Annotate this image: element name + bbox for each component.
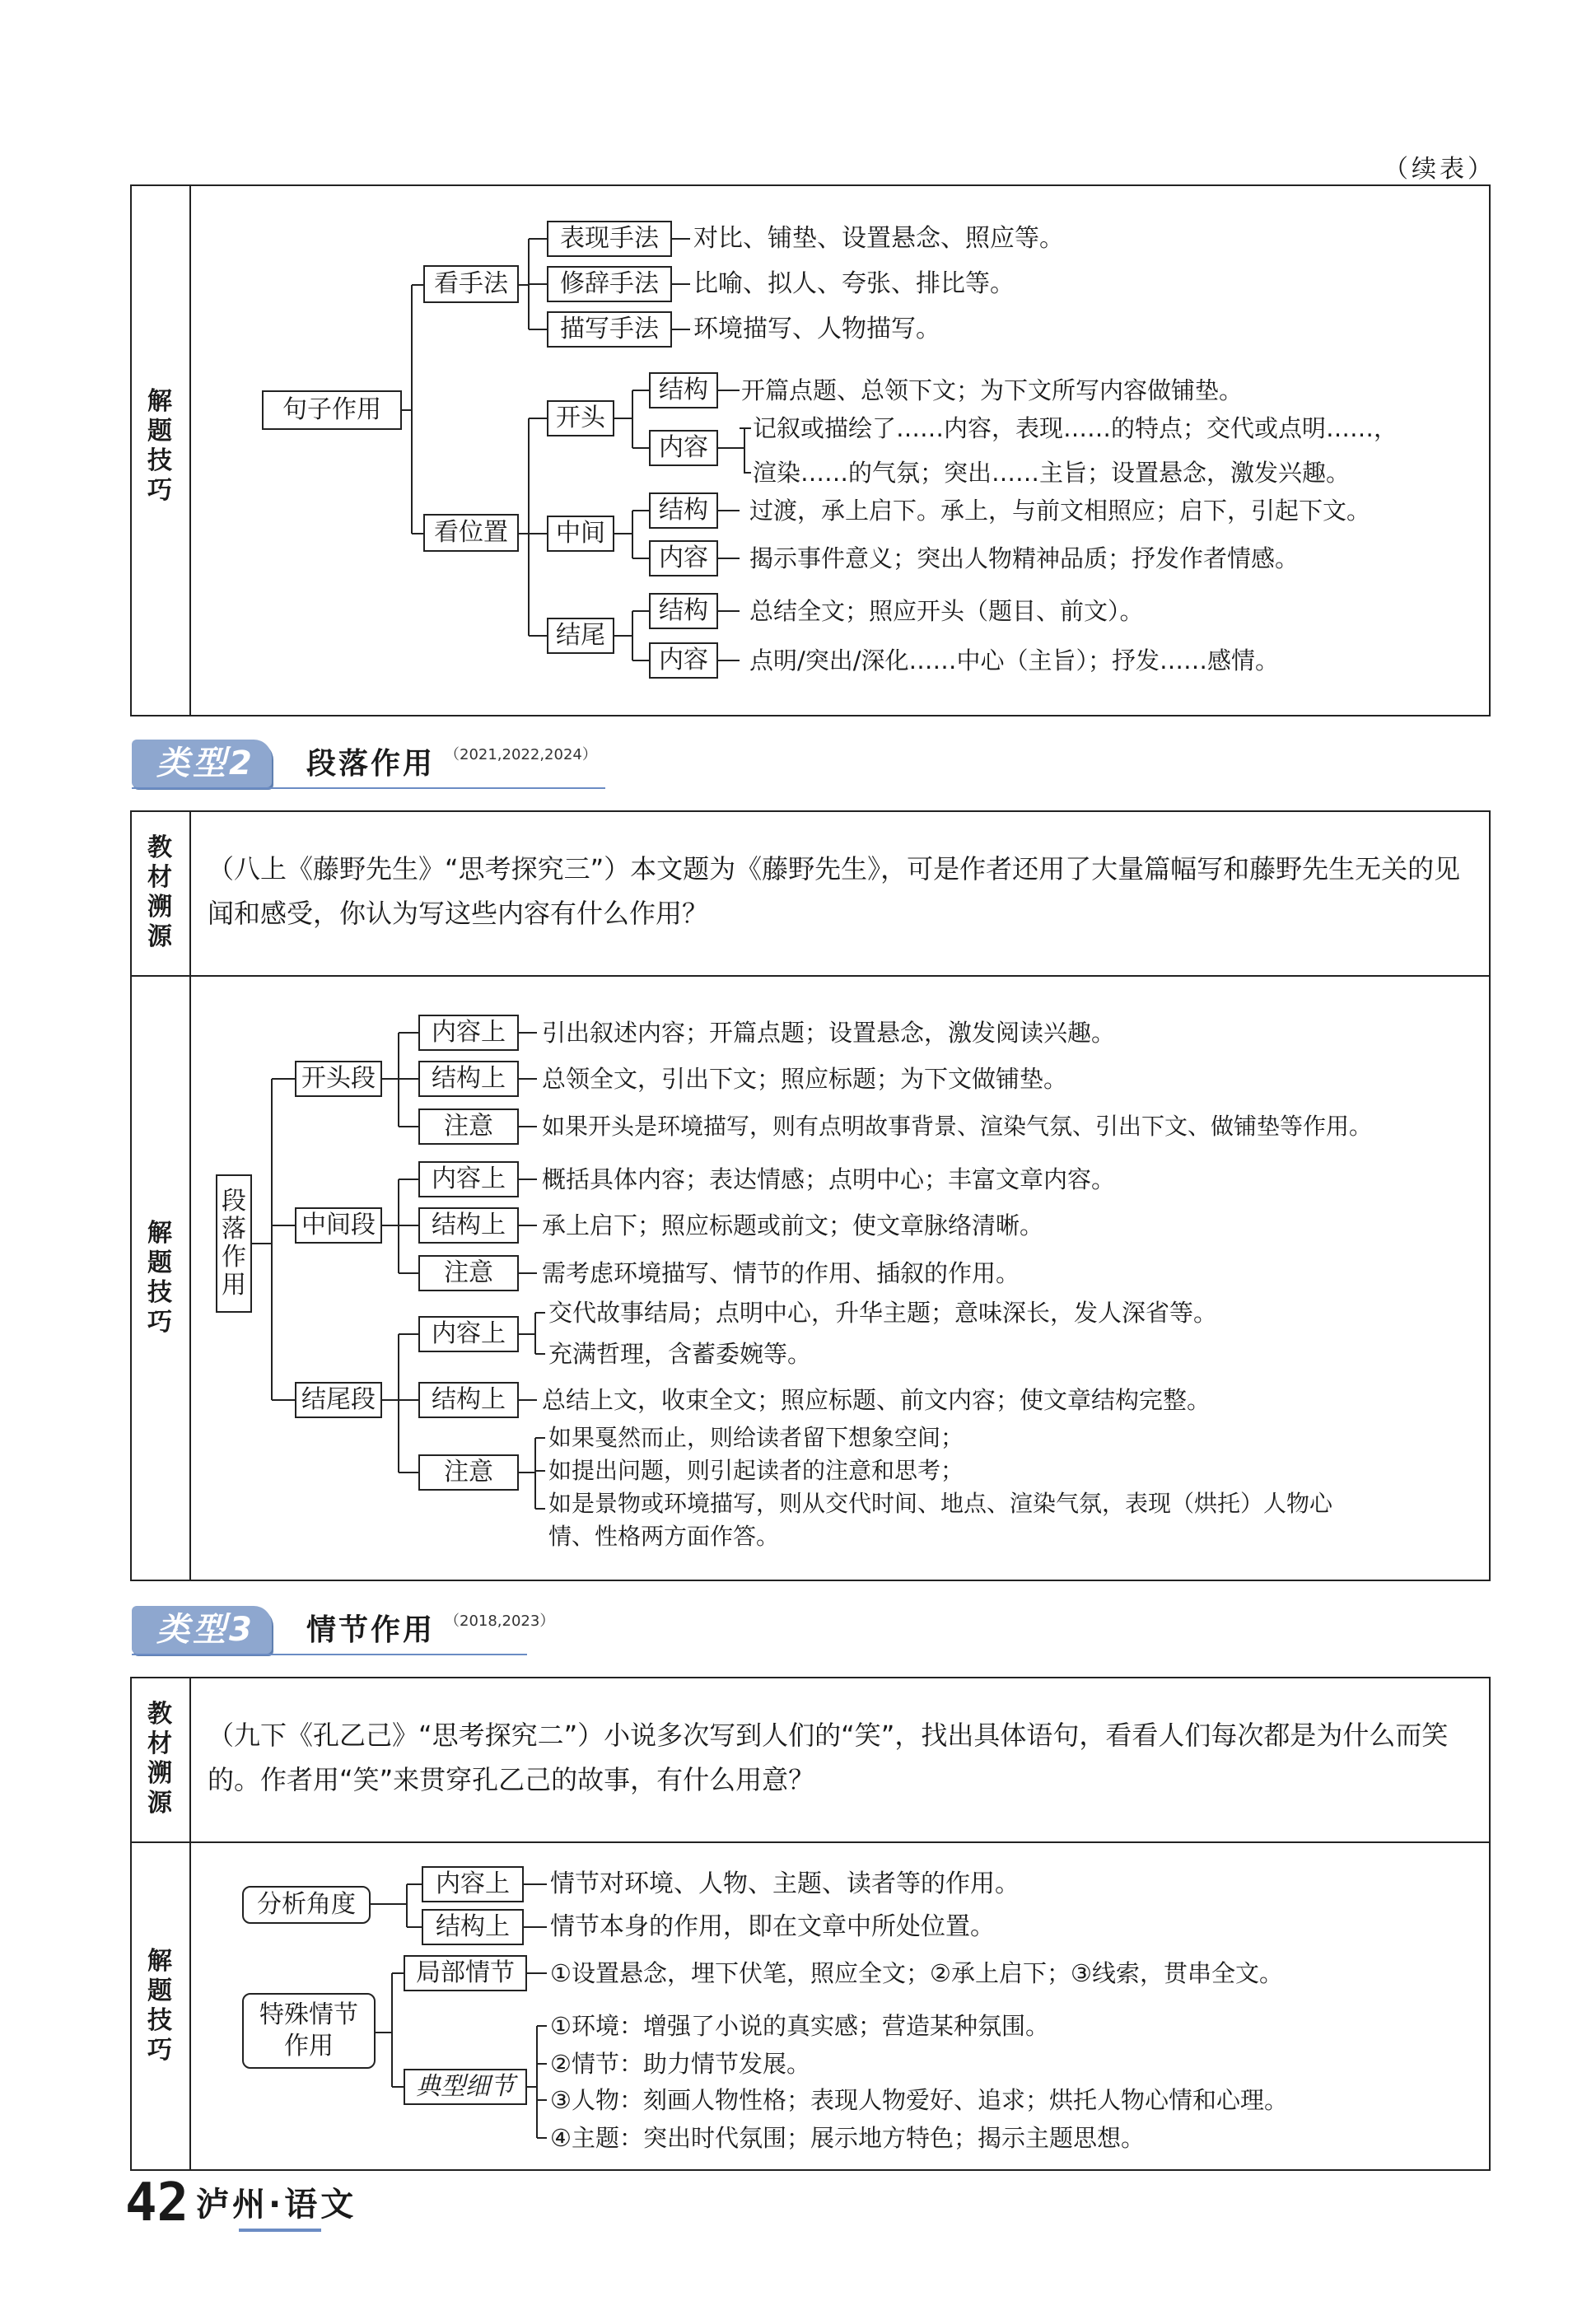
tag-opening-structure: 结构 [649,372,718,408]
tag-rhetoric: 修辞手法 [547,266,672,302]
tag-plot-content: 内容上 [422,1866,524,1902]
text-p-mid-structure: 承上启下；照应标题或前文；使文章脉络清晰。 [542,1211,1044,1239]
tag-opening-content: 内容 [649,430,718,466]
tag-p-mid-content: 内容上 [418,1161,519,1197]
text-plot-content: 情节对环境、人物、主题、读者等的作用。 [550,1869,1020,1898]
text-p-open-structure: 总领全文，引出下文；照应标题；为下文做铺垫。 [542,1065,1068,1093]
text-p-end-note-1: 如果戛然而止，则给读者留下想象空间； [548,1424,964,1451]
table3-source-label: 教材溯源 [147,1700,172,1818]
group-opening: 开头 [547,400,614,436]
analysis-angle-box: 分析角度 [242,1886,371,1924]
branch-technique: 看手法 [423,265,519,303]
text-p-mid-content: 概括具体内容；表达情感；点明中心；丰富文章内容。 [542,1165,1116,1193]
tag-p-mid-structure: 结构上 [418,1207,519,1244]
section3-years: （2018,2023） [445,1613,555,1630]
text-p-end-note-3: 如是景物或环境描写，则从交代时间、地点、渲染气氛，表现（烘托）人物心 [548,1490,1333,1517]
section3-source-text: （九下《孔乙己》“思考探究二”）小说多次写到人们的“笑”，找出具体语句，看看人们每次都是为什么而笑的。作者用“笑”来贯穿孔乙己的故事，有什么用意？ [208,1720,1449,1795]
table2-source-label: 教材溯源 [147,833,172,951]
text-p-mid-note: 需考虑环境描写、情节的作用、插叙的作用。 [542,1259,1020,1287]
table2-skills-label: 解题技巧 [147,1219,172,1337]
text-opening-structure: 开篇点题、总领下文；为下文所写内容做铺垫。 [741,376,1244,404]
table3-skills-label: 解题技巧 [147,1947,172,2065]
text-p-end-content-1: 交代故事结局；点明中心，升华主题；意味深长，发人深省等。 [548,1299,1218,1327]
text-middle-content: 揭示事件意义；突出人物精神品质；抒发作者情感。 [749,544,1300,572]
section3-badge-text: 类型3 [156,1611,255,1649]
tag-middle-content: 内容 [649,540,718,576]
tag-p-end-structure: 结构上 [418,1382,519,1418]
text-middle-structure: 过渡，承上启下。承上，与前文相照应；启下，引起下文。 [749,497,1371,525]
root-sentence-function: 句子作用 [262,390,402,430]
tag-p-open-content: 内容上 [418,1015,519,1051]
tag-p-end-note: 注意 [418,1454,519,1491]
section2-source-text: （八上《藤野先生》“思考探究三”）本文题为《藤野先生》，可是作者还用了大量篇幅写和藤野先生无关的见闻和感受，你认为写这些内容有什么作用？ [208,853,1461,929]
text-rhetoric: 比喻、拟人、夸张、排比等。 [693,269,1015,298]
text-p-end-content-2: 充满哲理，含蓄委婉等。 [548,1340,812,1368]
special-plot-label-1: 特殊情节 [259,2000,358,2029]
text-ending-structure: 总结全文；照应开头（题目、前文）。 [749,597,1144,625]
text-p-end-note-2: 如提出问题，则引起读者的注意和思考； [548,1457,964,1484]
tag-p-open-structure: 结构上 [418,1061,519,1097]
text-opening-content-2: 渲染……的气氛；突出……主旨；设置悬念，激发兴趣。 [753,459,1351,487]
special-plot-label-2: 作用 [284,2032,334,2061]
text-opening-content-1: 记叙或描绘了……内容，表现……的特点；交代或点明……， [753,414,1398,442]
text-ending-content: 点明/突出/深化……中心（主旨）；抒发……感情。 [749,646,1280,674]
text-expression: 对比、铺垫、设置悬念、照应等。 [693,224,1064,253]
continued-label: （续表） [1384,155,1496,184]
tag-middle-structure: 结构 [649,492,718,529]
group-ending-paragraph: 结尾段 [295,1382,382,1418]
section2-badge-text: 类型2 [156,744,255,782]
text-description: 环境描写、人物描写。 [693,315,940,343]
tag-plot-structure: 结构上 [422,1909,524,1945]
tag-ending-structure: 结构 [649,593,718,629]
root-paragraph-function: 段落作用 [216,1174,252,1313]
tag-p-end-content: 内容上 [418,1316,519,1352]
book-title: 泸州·语文 [196,2186,357,2224]
text-typical-4: ④主题：突出时代氛围；展示地方特色；揭示主题思想。 [550,2124,1145,2152]
text-plot-structure: 情节本身的作用，即在文章中所处位置。 [550,1912,995,1941]
special-plot-box [242,1993,376,2069]
tag-p-open-note: 注意 [418,1108,519,1145]
branch-position: 看位置 [423,514,519,552]
section2-title: 段落作用 [306,747,436,781]
section2-years: （2021,2022,2024） [445,746,597,763]
tag-ending-content: 内容 [649,642,718,679]
group-opening-paragraph: 开头段 [295,1061,382,1097]
text-p-open-content: 引出叙述内容；开篇点题；设置悬念，激发阅读兴趣。 [542,1019,1116,1047]
group-ending: 结尾 [547,618,614,654]
page-number: 42 [125,2173,189,2233]
text-local-plot: ①设置悬念，埋下伏笔，照应全文；②承上启下；③线索，贯串全文。 [550,1959,1283,1987]
tag-p-mid-note: 注意 [418,1255,519,1291]
tag-local-plot: 局部情节 [404,1955,527,1991]
table1-side-label: 解题技巧 [147,387,172,505]
text-typical-1: ①环境：增强了小说的真实感；营造某种氛围。 [550,2012,1049,2040]
text-typical-2: ②情节：助力情节发展。 [550,2050,810,2078]
text-p-end-structure: 总结上文，收束全文；照应标题、前文内容；使文章结构完整。 [542,1386,1211,1414]
group-middle: 中间 [547,516,614,552]
text-typical-3: ③人物：刻画人物性格；表现人物爱好、追求；烘托人物心情和心理。 [550,2086,1288,2114]
tag-expression: 表现手法 [547,221,672,257]
tag-typical-detail: 典型细节 [404,2069,527,2105]
group-middle-paragraph: 中间段 [295,1207,382,1244]
text-p-end-note-4: 情、性格两方面作答。 [548,1523,780,1550]
text-p-open-note: 如果开头是环境描写，则有点明故事背景、渲染气氛、引出下文、做铺垫等作用。 [542,1113,1373,1140]
footer-accent [239,2229,321,2232]
section3-title: 情节作用 [306,1613,436,1647]
tag-description: 描写手法 [547,311,672,348]
